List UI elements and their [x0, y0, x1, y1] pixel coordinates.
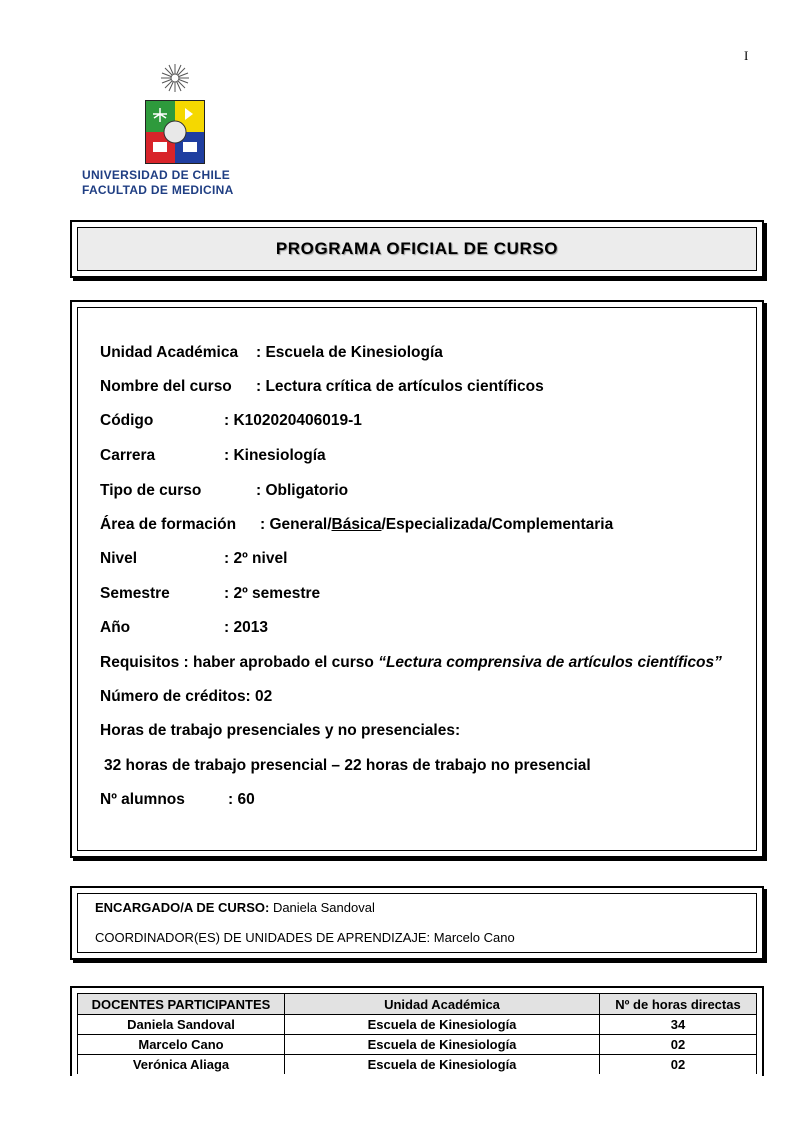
logo-line-university: UNIVERSIDAD DE CHILE: [82, 168, 231, 182]
info-tipo: Tipo de curso : Obligatorio: [100, 482, 349, 499]
info-nivel: Nivel : 2º nivel: [100, 550, 288, 567]
table-row: [78, 1035, 757, 1055]
university-crest-icon: [145, 62, 205, 166]
info-anio: Año : 2013: [100, 619, 268, 636]
page-number: I: [744, 48, 749, 63]
docentes-table: [77, 993, 757, 1074]
info-alumnos: Nº alumnos : 60: [100, 791, 255, 808]
header-unidad: Unidad Académica: [285, 994, 600, 1015]
course-info-box: [70, 300, 764, 858]
table-header-row: [78, 994, 757, 1015]
encargado-box: [70, 886, 764, 960]
table-row: [78, 1015, 757, 1035]
info-unidad: Unidad Académica : Escuela de Kinesiología: [100, 344, 443, 361]
docente-horas: 02: [600, 1055, 757, 1075]
docente-name: Marcelo Cano: [78, 1035, 285, 1055]
table-row: [78, 1055, 757, 1075]
header-horas: Nº de horas directas: [600, 994, 757, 1015]
docente-name: Verónica Aliaga: [78, 1055, 285, 1075]
info-semestre: Semestre : 2º semestre: [100, 585, 321, 602]
logo-line-faculty: FACULTAD DE MEDICINA: [82, 183, 234, 197]
docente-unidad: Escuela de Kinesiología: [285, 1055, 600, 1075]
title-box: [70, 220, 764, 278]
header-docentes: DOCENTES PARTICIPANTES: [78, 994, 285, 1015]
docente-unidad: Escuela de Kinesiología: [285, 1035, 600, 1055]
docentes-box: [70, 986, 764, 1076]
info-creditos: Número de créditos: 02: [100, 688, 273, 705]
info-requisitos: Requisitos : haber aprobado el curso “Lectura comprensiva de artículos científicos”: [100, 654, 722, 671]
info-horas-label: Horas de trabajo presenciales y no presenciales:: [100, 722, 461, 739]
docente-name: Daniela Sandoval: [78, 1015, 285, 1035]
docente-unidad: Escuela de Kinesiología: [285, 1015, 600, 1035]
university-name: [82, 168, 234, 198]
docente-horas: 34: [600, 1015, 757, 1035]
encargado-line: ENCARGADO/A DE CURSO: Daniela Sandoval: [95, 900, 375, 915]
page-title: PROGRAMA OFICIAL DE CURSO: [275, 239, 559, 258]
info-area: Área de formación : General/Básica/Especializada/Complementaria: [100, 516, 614, 533]
info-horas-value: 32 horas de trabajo presencial – 22 horas de trabajo no presencial: [104, 757, 591, 774]
docente-horas: 02: [600, 1035, 757, 1055]
info-nombre: Nombre del curso : Lectura crítica de artículos científicos: [100, 378, 544, 395]
coordinador-line: COORDINADOR(ES) DE UNIDADES DE APRENDIZAJE: Marcelo Cano: [95, 930, 515, 945]
info-carrera: Carrera : Kinesiología: [100, 447, 326, 464]
info-codigo: Código : K102020406019-1: [100, 412, 362, 429]
